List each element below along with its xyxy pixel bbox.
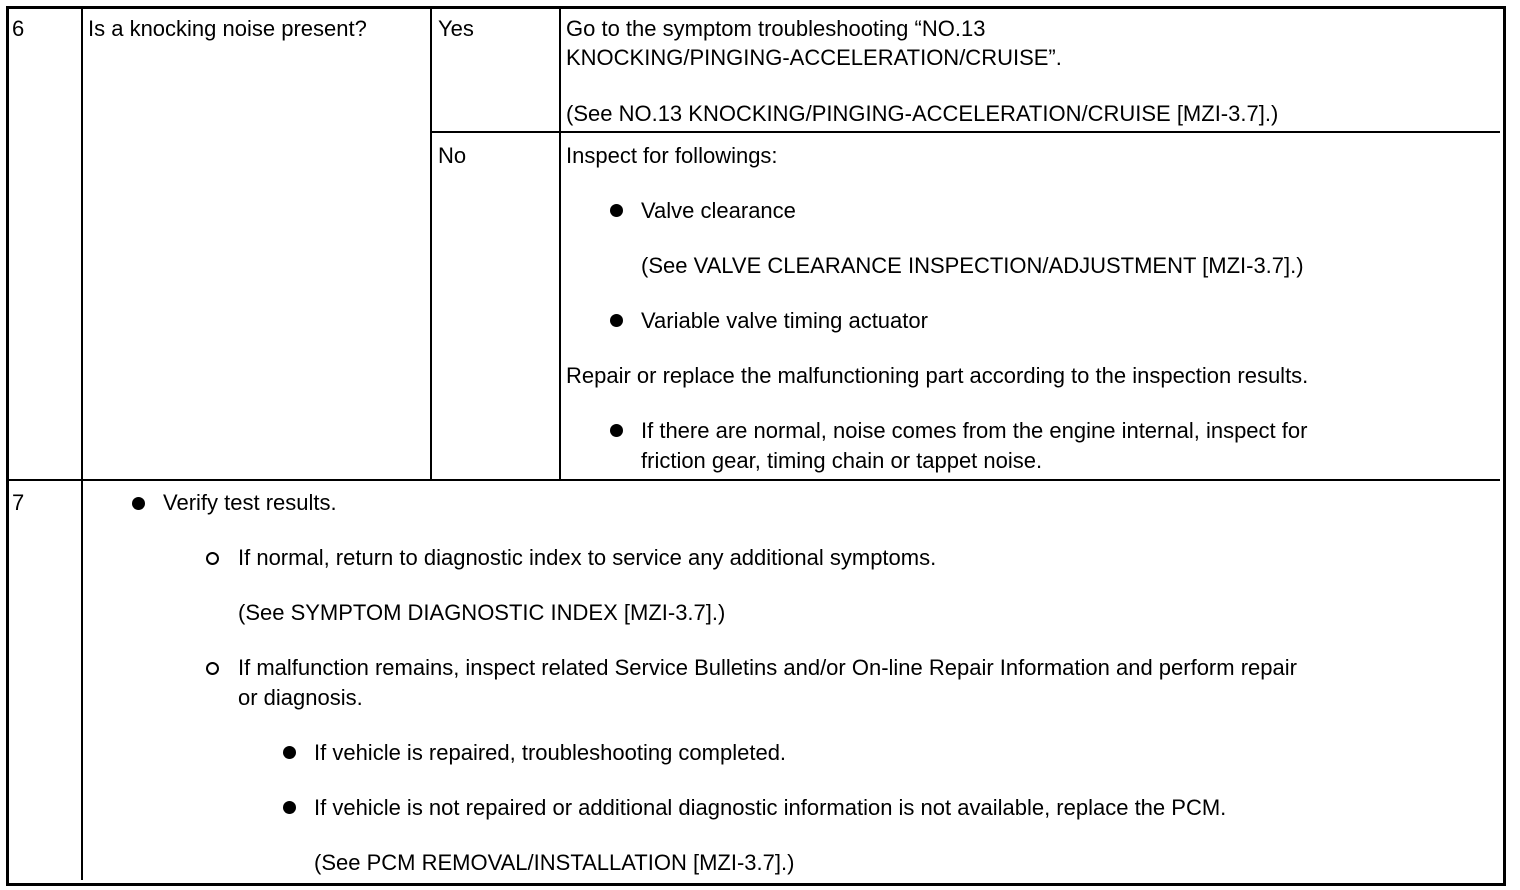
not-repaired-outcome: If vehicle is not repaired or additional diagnostic information is not available, replace the PCM.: [314, 795, 1227, 820]
answer-yes-label: Yes: [438, 16, 474, 41]
row-divider-yes-no: [430, 131, 1500, 133]
repair-instruction: Repair or replace the malfunctioning part according to the inspection results.: [566, 363, 1309, 388]
row-divider-step-7: [9, 479, 1500, 481]
circle-bullet-icon: [206, 662, 219, 675]
malfunction-action-line-2: or diagnosis.: [238, 685, 363, 710]
bullet-icon: [610, 204, 623, 217]
bullet-icon: [132, 497, 145, 510]
column-divider-question: [430, 8, 432, 481]
bullet-icon: [283, 801, 296, 814]
normal-noise-note-line-2: friction gear, timing chain or tappet noise.: [641, 448, 1043, 473]
normal-noise-note-line-1: If there are normal, noise comes from the engine internal, inspect for: [641, 418, 1308, 443]
yes-action-line-2: KNOCKING/PINGING-ACCELERATION/CRUISE”.: [566, 45, 1062, 70]
step-question: Is a knocking noise present?: [88, 16, 367, 41]
symptom-index-reference: (See SYMPTOM DIAGNOSTIC INDEX [MZI-3.7].): [238, 600, 726, 625]
check-item-valve-clearance: Valve clearance: [641, 198, 796, 223]
bullet-icon: [283, 746, 296, 759]
bullet-icon: [610, 424, 623, 437]
column-divider-answer: [559, 8, 561, 481]
step-number: 6: [12, 16, 25, 41]
normal-result-action: If normal, return to diagnostic index to service any additional symptoms.: [238, 545, 937, 570]
column-divider-step: [81, 8, 83, 880]
repaired-outcome: If vehicle is repaired, troubleshooting completed.: [314, 740, 787, 765]
circle-bullet-icon: [206, 552, 219, 565]
pcm-reference: (See PCM REMOVAL/INSTALLATION [MZI-3.7].): [314, 850, 795, 875]
bullet-icon: [610, 314, 623, 327]
verify-results: Verify test results.: [163, 490, 337, 515]
answer-no-label: No: [438, 143, 467, 168]
yes-action-reference: (See NO.13 KNOCKING/PINGING-ACCELERATION/CRUISE [MZI-3.7].): [566, 101, 1279, 126]
check-item-vvt-actuator: Variable valve timing actuator: [641, 308, 928, 333]
step-number: 7: [12, 490, 25, 515]
valve-clearance-reference: (See VALVE CLEARANCE INSPECTION/ADJUSTMENT [MZI-3.7].): [641, 253, 1304, 278]
yes-action-line-1: Go to the symptom troubleshooting “NO.13: [566, 16, 986, 41]
no-action-intro: Inspect for followings:: [566, 143, 778, 168]
malfunction-action-line-1: If malfunction remains, inspect related Service Bulletins and/or On-line Repair Information and perform repair: [238, 655, 1297, 680]
